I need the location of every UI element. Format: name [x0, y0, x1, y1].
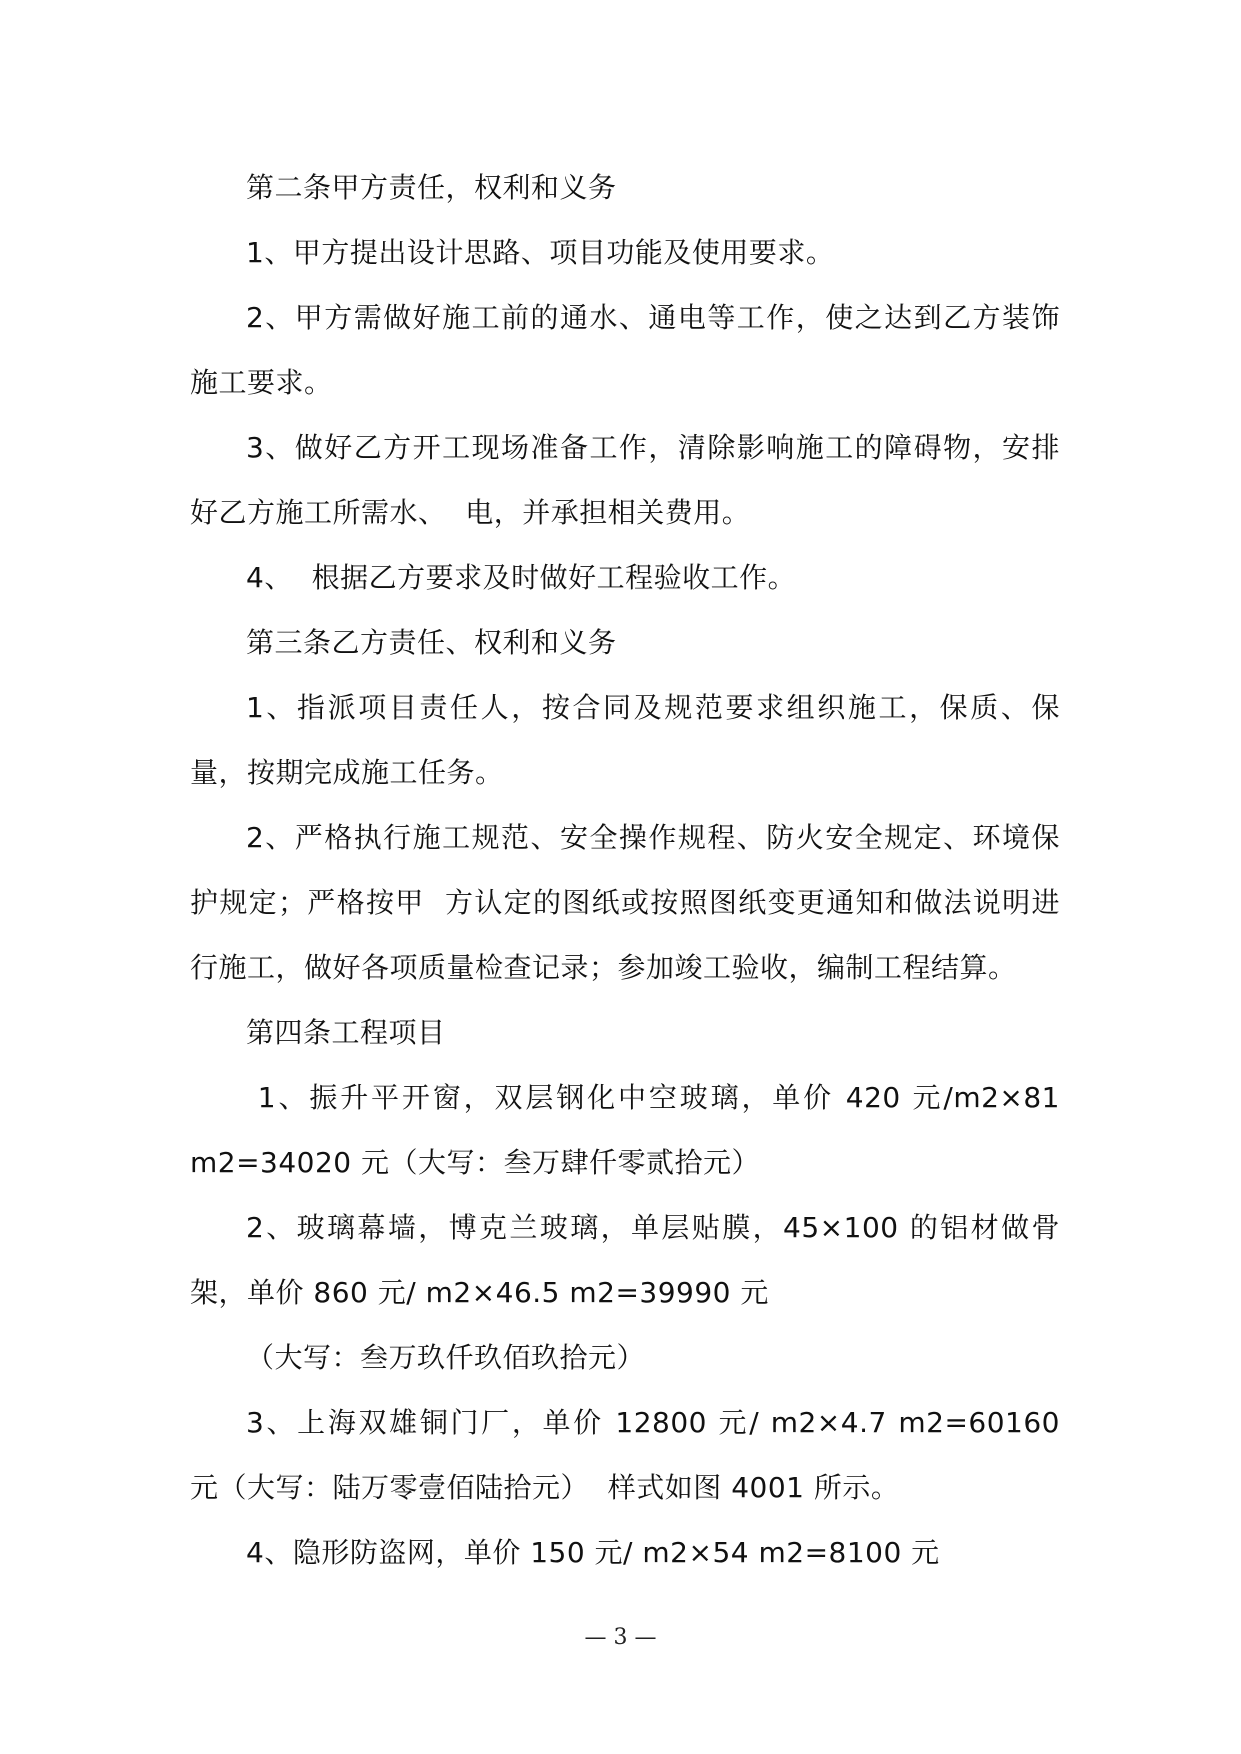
section-heading-party-a: 第二条甲方责任，权利和义务	[246, 171, 617, 204]
paragraph-a3: 3、做好乙方开工现场准备工作，清除影响施工的障碍物，安排好乙方施工所需水、 电，并承担相关费用。	[190, 431, 1060, 529]
paragraph-item1: 1、振升平开窗，双层钢化中空玻璃，单价 420 元/m2×81 m2=34020 元（大写：叁万肆仟零贰拾元）	[190, 1081, 1070, 1179]
page-number: — 3 —	[584, 1625, 657, 1650]
paragraph-item2: 2、玻璃幕墙，博克兰玻璃，单层贴膜，45×100 的铝材做骨架，单价 860 元/ m2×46.5 m2=39990 元	[190, 1211, 1060, 1309]
paragraph-a1: 1、甲方提出设计思路、项目功能及使用要求。	[246, 236, 835, 269]
paragraph-a2: 2、甲方需做好施工前的通水、通电等工作，使之达到乙方装饰施工要求。	[190, 301, 1060, 399]
section-heading-party-b: 第三条乙方责任、权利和义务	[246, 626, 617, 659]
paragraph-b2: 2、严格执行施工规范、安全操作规程、防火安全规定、环境保护规定；严格按甲 方认定的图纸或按照图纸变更通知和做法说明进行施工，做好各项质量检查记录；参加竣工验收，编制工程结算。	[190, 821, 1060, 984]
paragraph-b1: 1、指派项目责任人，按合同及规范要求组织施工，保质、保量，按期完成施工任务。	[190, 691, 1060, 789]
document-body	[190, 155, 1070, 1585]
paragraph-item3: 3、上海双雄铜门厂，单价 12800 元/ m2×4.7 m2=60160 元（大写：陆万零壹佰陆拾元） 样式如图 4001 所示。	[190, 1406, 1070, 1504]
paragraph-a4: 4、 根据乙方要求及时做好工程验收工作。	[246, 561, 797, 594]
section-heading-project-items: 第四条工程项目	[246, 1016, 446, 1049]
paragraph-item2-amount-words: （大写：叁万玖仟玖佰玖拾元）	[246, 1341, 646, 1374]
paragraph-item4: 4、隐形防盗网，单价 150 元/ m2×54 m2=8100 元	[246, 1536, 940, 1569]
